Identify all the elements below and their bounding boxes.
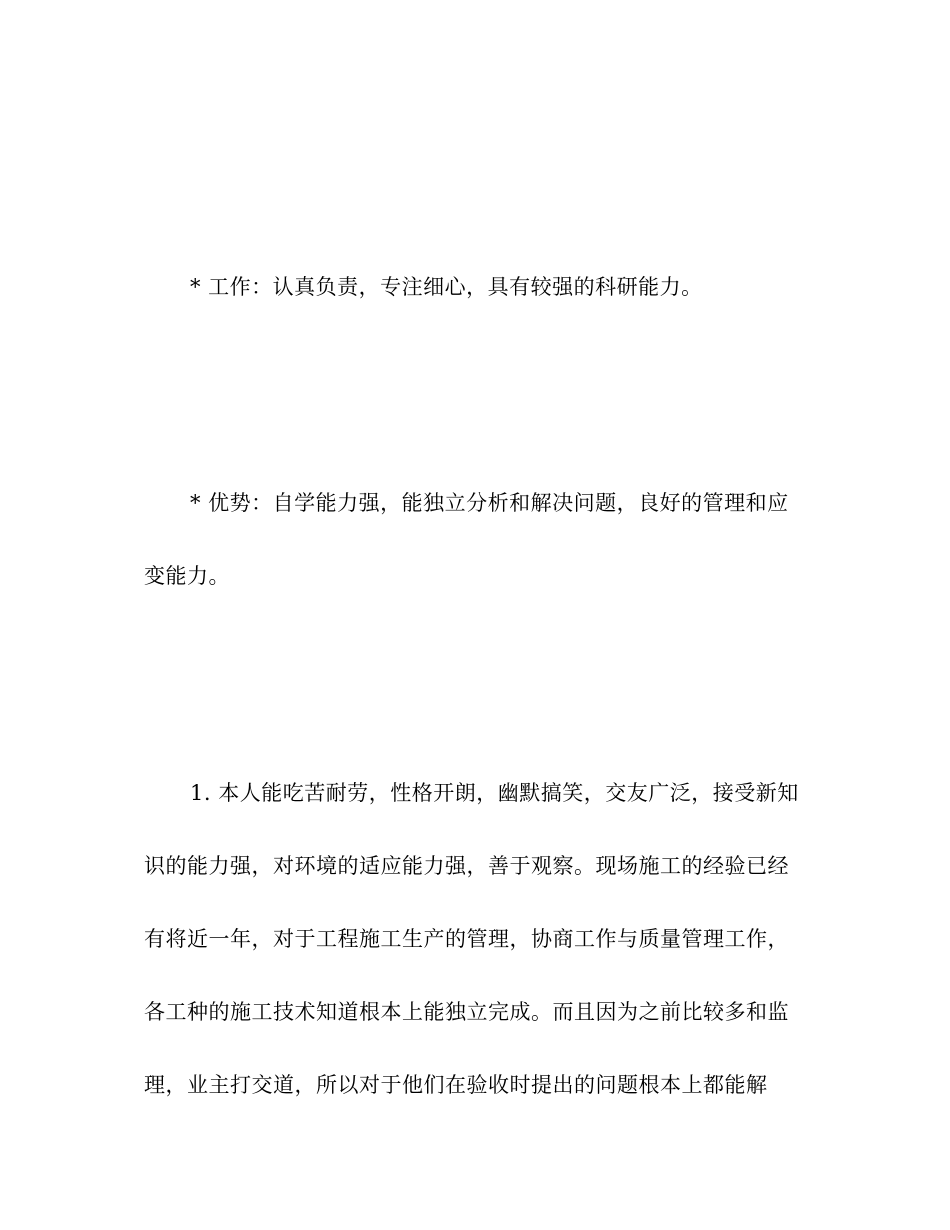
text-line: 各工种的施工技术知道根本上能独立完成。而且因为之前比较多和监 [144, 1000, 789, 1024]
paragraph-work [144, 251, 804, 324]
text-line: 识的能力强，对环境的适应能力强，善于观察。现场施工的经验已经 [144, 854, 789, 878]
text-line: * 工作：认真负责，专注细心，具有较强的科研能力。 [190, 275, 703, 299]
text-line: 理，业主打交道，所以对于他们在验收时提出的问题根本上都能解 [144, 1073, 768, 1097]
text-line: 有将近一年，对于工程施工生产的管理，协商工作与质量管理工作， [144, 927, 789, 951]
text-line: * 优势：自学能力强，能独立分析和解决问题，良好的管理和应 [190, 491, 789, 515]
text-line: 1. 本人能吃苦耐劳，性格开朗，幽默搞笑，交友广泛，接受新知 [190, 781, 799, 805]
paragraph-experience [144, 757, 804, 1122]
paragraph-strengths [144, 467, 804, 613]
text-line: 变能力。 [144, 564, 230, 588]
